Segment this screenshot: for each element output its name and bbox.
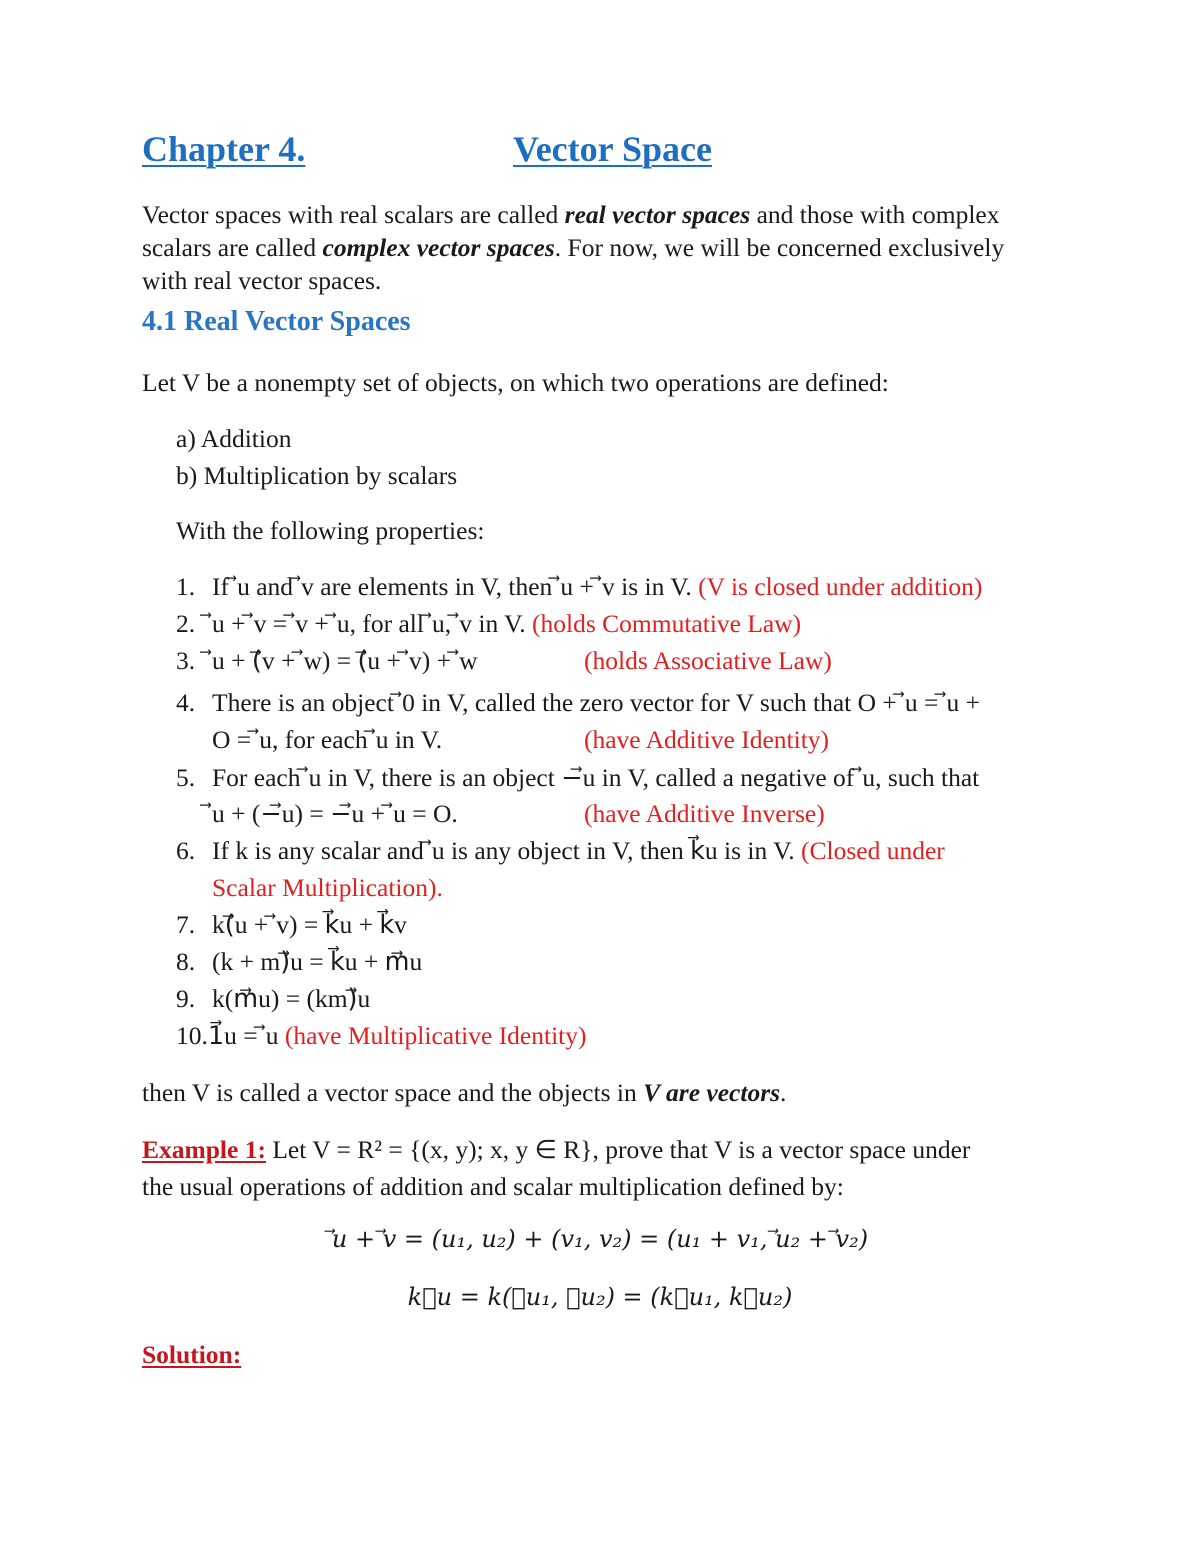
example-label: Example 1: (142, 1135, 266, 1164)
property-text: (k + m)⃗u = k⃗u + m⃗u (212, 947, 423, 976)
conclusion (142, 1076, 786, 1109)
conclusion-text: then V is called a vector space and the objects in (142, 1078, 644, 1107)
property-text: There is an object ⃗0 in V, called the zero vector for V such that O + ⃗u = ⃗u + (212, 688, 981, 717)
property-5-line-1 (176, 761, 979, 794)
property-note: (have Multiplicative Identity) (284, 1021, 587, 1050)
property-text: 1⃗u = ⃗u (207, 1021, 285, 1050)
term-complex-vector-spaces: complex vector spaces (322, 233, 555, 262)
intro-line-1 (142, 198, 999, 231)
property-10 (176, 1019, 587, 1052)
property-3-note: (holds Associative Law) (584, 646, 832, 675)
operation-scalar-multiplication: b) Multiplication by scalars (176, 461, 458, 490)
property-5-line-2: ⃗u + (−⃗u) = −⃗u + ⃗u = O. (212, 799, 458, 828)
property-6-line-2: Scalar Multiplication). (212, 873, 443, 902)
example-text: Let V = R² = {(x, y); x, y ∈ R}, prove that V is a vector space under (265, 1135, 971, 1164)
example-line-2: the usual operations of addition and scalar multiplication defined by: (142, 1172, 844, 1201)
intro-text: . For now, we will be concerned exclusively (554, 233, 1005, 262)
property-number: 8. (176, 947, 196, 976)
property-number: 6. (176, 836, 196, 865)
property-number: 2. (176, 609, 196, 638)
intro-line-2 (142, 231, 1004, 264)
property-number: 1. (176, 572, 196, 601)
formula-addition: ⃗u + ⃗v = (u₁, u₂) + (v₁, v₂) = (u₁ + v₁, ⃗u₂ + ⃗v₂) (331, 1225, 869, 1253)
property-note: (V is closed under addition) (698, 572, 983, 601)
property-text: k(⃗u + ⃗v) = k⃗u + k⃗v (212, 910, 407, 939)
solution-label: Solution: (142, 1340, 242, 1369)
conclusion-emphasis: V are vectors (643, 1078, 781, 1107)
intro-text: Vector spaces with real scalars are called (142, 200, 565, 229)
term-real-vector-spaces: real vector spaces (564, 200, 751, 229)
property-number: 3. (176, 646, 196, 675)
property-8 (176, 945, 422, 978)
property-2 (176, 607, 801, 640)
property-text: If k is any scalar and ⃗u is any object in V, then k⃗u is in V. (212, 836, 802, 865)
property-3 (176, 644, 478, 677)
conclusion-text: . (780, 1078, 787, 1107)
property-5-note: (have Additive Inverse) (584, 799, 825, 828)
intro-line-3: with real vector spaces. (142, 266, 382, 295)
properties-intro: With the following properties: (176, 516, 485, 545)
chapter-number: Chapter 4. (142, 129, 306, 169)
section-heading: 4.1 Real Vector Spaces (142, 306, 411, 337)
property-number: 5. (176, 763, 196, 792)
definition-intro: Let V be a nonempty set of objects, on which two operations are defined: (142, 368, 889, 397)
property-note: (Closed under (801, 836, 945, 865)
formula-scalar-multiplication: k⃗u = k(⃗u₁, ⃗u₂) = (k⃗u₁, k⃗u₂) (407, 1283, 793, 1311)
property-7 (176, 908, 407, 941)
property-4-note: (have Additive Identity) (584, 725, 830, 754)
property-text: ⃗u + ⃗v = ⃗v + ⃗u, for all ⃗u, ⃗v in V. (212, 609, 533, 638)
intro-text: scalars are called (142, 233, 323, 262)
property-text: If ⃗u and ⃗v are elements in V, then ⃗u + ⃗v is in V. (212, 572, 699, 601)
property-6-line-1 (176, 834, 945, 867)
property-number: 10. (176, 1021, 208, 1050)
property-text: For each ⃗u in V, there is an object −⃗u in V, called a negative of ⃗u, such that (212, 763, 980, 792)
property-1 (176, 570, 982, 603)
property-4-line-2: O = ⃗u, for each ⃗u in V. (212, 725, 443, 754)
property-9 (176, 982, 370, 1015)
property-number: 9. (176, 984, 196, 1013)
chapter-title: Vector Space (513, 129, 712, 169)
property-4-line-1 (176, 686, 980, 719)
operation-addition: a) Addition (176, 424, 292, 453)
property-number: 7. (176, 910, 196, 939)
example-line-1 (142, 1133, 970, 1166)
intro-text: and those with complex (750, 200, 1000, 229)
property-number: 4. (176, 688, 196, 717)
property-text: ⃗u + (⃗v + ⃗w) = (⃗u + ⃗v) + ⃗w (212, 646, 478, 675)
property-text: k(m⃗u) = (km)⃗u (212, 984, 371, 1013)
property-note: (holds Commutative Law) (532, 609, 802, 638)
